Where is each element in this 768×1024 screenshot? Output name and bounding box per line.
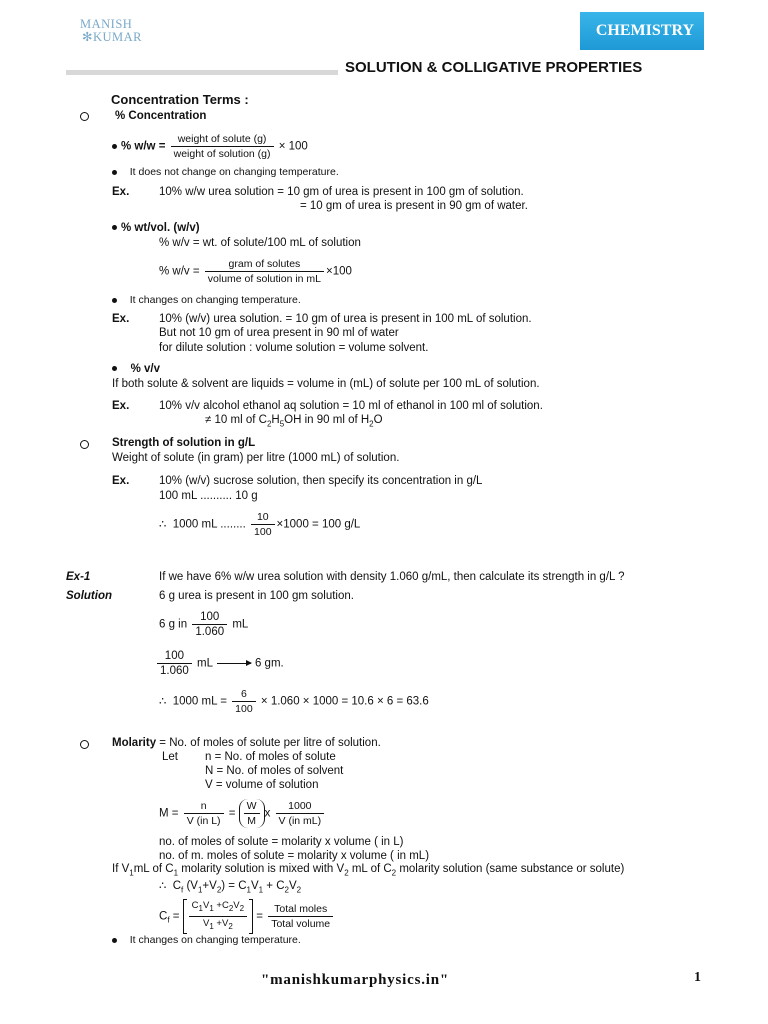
wv-multiplier: ×100 bbox=[326, 265, 352, 278]
molarity-paren bbox=[239, 799, 265, 828]
subject-label: CHEMISTRY bbox=[595, 22, 694, 39]
footer-website[interactable]: "manishkumarphysics.in" bbox=[261, 972, 450, 988]
molarity-formula: M = $\frac{n}{\text{V (in L)}}$ = $\frac{W}{M}$ x $\frac{1000}{\text{V (in mL)}}$ bbox=[159, 799, 326, 828]
ww-example-2: = 10 gm of urea is present in 90 gm of water. bbox=[300, 200, 528, 212]
bullet-icon bbox=[112, 938, 117, 943]
mixing-line: If $V_1mL$ of $C_1$ molarity solution is mixed with $V_2$ mL of $C_2$ molarity solution (same substance or solute) bbox=[112, 863, 625, 878]
cf-fraction-1: $\frac{C_1V_1 +C_2V_2}{V_1 +V_2}$ bbox=[189, 899, 247, 934]
circle-bullet-icon bbox=[80, 440, 89, 449]
molarity-heading: Molarity bbox=[112, 737, 157, 749]
solution-line-4: ∴ 1000 mL = $\frac{6}{100}$ × 1.060 × 1000 = 10.6 × 6 = 63.6 bbox=[159, 688, 429, 715]
header-rule bbox=[66, 70, 338, 75]
moles-line-1: no. of moles of solute = molarity x volume ( in L) bbox=[159, 836, 404, 848]
molarity-fraction-2: $\frac{W}{M}$ bbox=[244, 799, 260, 828]
therefore-icon: ∴ bbox=[159, 695, 167, 708]
ww-label: % w/w = bbox=[121, 140, 166, 153]
circle-bullet-icon bbox=[80, 740, 89, 749]
strength-definition: Weight of solute (in gram) per litre (1000 mL) of solution. bbox=[112, 452, 400, 464]
circle-bullet-icon bbox=[80, 112, 89, 121]
strength-example-3: ∴ 1000 mL ........ $\frac{10}{100}$ ×1000 = 100 g/L bbox=[159, 511, 361, 538]
ww-multiplier: × 100 bbox=[278, 140, 308, 153]
vv-example-2: ≠ 10 ml of $C_2H_5OH$ in 90 ml of $H_2O$ bbox=[205, 414, 383, 429]
not-equal-icon: ≠ bbox=[205, 414, 212, 426]
solution-fraction-1: $\frac{100}{1.060}$ bbox=[192, 610, 227, 639]
percent-heading: % Concentration bbox=[115, 110, 207, 122]
wv-example-2: But not 10 gm of urea present in 90 ml of water bbox=[159, 327, 399, 339]
solution-line-1: 6 g urea is present in 100 gm solution. bbox=[159, 590, 354, 602]
vv-definition: If both solute & solvent are liquids = volume in (mL) of solute per 100 mL of solution. bbox=[112, 378, 540, 390]
bullet-icon bbox=[112, 298, 117, 303]
wv-heading: % wt/vol. (w/v) bbox=[112, 222, 200, 234]
solution-label: Solution bbox=[66, 590, 112, 602]
molarity-fraction-3: $\frac{1000}{\text{V (in mL)}}$ bbox=[276, 799, 325, 828]
solution-line-3: $\frac{100}{1.060}$ mL 6 gm. bbox=[155, 649, 284, 678]
cf-fraction-2: $\frac{\text{Total moles}}{\text{Total volume}}$ bbox=[268, 902, 333, 931]
bullet-icon bbox=[112, 366, 117, 371]
bullet-icon bbox=[112, 225, 117, 230]
ex-label: Ex. bbox=[112, 186, 130, 198]
wv-denominator: volume of solution in mL bbox=[207, 273, 322, 285]
therefore-icon: ∴ bbox=[159, 518, 167, 531]
ww-numerator: weight of solute (g) bbox=[171, 132, 274, 147]
logo-line2: ✻KUMAR bbox=[82, 30, 143, 44]
logo-line1: MANISH bbox=[80, 17, 133, 31]
cf-bracket bbox=[183, 899, 253, 934]
vv-example-1: 10% v/v alcohol ethanol aq solution = 10 ml of ethanol in 100 ml of solution. bbox=[159, 400, 543, 412]
V-definition: V = volume of solution bbox=[205, 779, 319, 791]
solution-fraction-3: $\frac{6}{100}$ bbox=[232, 687, 256, 716]
logo bbox=[80, 18, 142, 44]
page-number: 1 bbox=[694, 970, 701, 985]
ww-fraction bbox=[171, 132, 274, 161]
ww-formula bbox=[112, 132, 308, 161]
vv-heading: % v/v bbox=[112, 363, 160, 375]
ww-note: It does not change on changing temperature. bbox=[112, 166, 339, 178]
strength-heading: Strength of solution in g/L bbox=[112, 437, 256, 449]
bullet-icon bbox=[112, 144, 117, 149]
moles-line-2: no. of m. moles of solute = molarity x volume ( in mL) bbox=[159, 850, 430, 862]
solution-fraction-2: $\frac{100}{1.060}$ bbox=[157, 649, 192, 678]
molarity-fraction-1: $\frac{n}{\text{V (in L)}}$ bbox=[184, 799, 224, 828]
ww-denominator: weight of solution (g) bbox=[173, 148, 271, 160]
subject-banner bbox=[580, 12, 704, 50]
molarity-definition: Molarity = No. of moles of solute per litre of solution. bbox=[112, 737, 381, 749]
chapter-title: SOLUTION & COLLIGATIVE PROPERTIES bbox=[345, 59, 643, 76]
therefore-icon: ∴ bbox=[159, 880, 167, 892]
ex-label: Ex. bbox=[112, 313, 130, 325]
strength-example-2: 100 mL .......... 10 g bbox=[159, 490, 258, 502]
ww-example-1: 10% w/w urea solution = 10 gm of urea is present in 100 gm of solution. bbox=[159, 186, 524, 198]
N-definition: N = No. of moles of solvent bbox=[205, 765, 344, 777]
let-label: Let bbox=[162, 751, 178, 763]
solution-line-2: 6 g in $\frac{100}{1.060}$ mL bbox=[159, 611, 249, 638]
wv-definition: % w/v = wt. of solute/100 mL of solution bbox=[159, 237, 361, 249]
cf-formula: $C_f$ = $\frac{C_1V_1 +C_2V_2}{V_1 +V_2}$ = $\frac{\text{Total moles}}{\text{Total volume}}$ bbox=[159, 899, 335, 934]
arrow-right-icon bbox=[217, 663, 251, 664]
example-question: If we have 6% w/w urea solution with density 1.060 g/mL, then calculate its strength in g/L ? bbox=[159, 571, 625, 583]
wv-note: It changes on changing temperature. bbox=[112, 294, 301, 306]
strength-fraction: $\frac{10}{100}$ bbox=[251, 510, 275, 539]
bullet-icon bbox=[112, 170, 117, 175]
n-definition: n = No. of moles of solute bbox=[205, 751, 336, 763]
cf-equation: ∴ $C_f$ $(V_1+V_2) = C_1V_1 + C_2V_2$ bbox=[159, 880, 302, 895]
wv-fraction bbox=[205, 257, 324, 286]
section-heading: Concentration Terms : bbox=[111, 92, 249, 107]
ex-label: Ex. bbox=[112, 400, 130, 412]
wv-example-1: 10% (w/v) urea solution. = 10 gm of urea is present in 100 mL of solution. bbox=[159, 313, 532, 325]
molarity-note: It changes on changing temperature. bbox=[112, 934, 301, 946]
wv-numerator: gram of solutes bbox=[205, 257, 324, 272]
wv-formula bbox=[159, 257, 352, 286]
ex-label: Ex. bbox=[112, 475, 130, 487]
wv-label: % w/v = bbox=[159, 265, 200, 278]
wv-example-3: for dilute solution : volume solution = volume solvent. bbox=[159, 342, 429, 354]
strength-example-1: 10% (w/v) sucrose solution, then specify its concentration in g/L bbox=[159, 475, 483, 487]
example-label: Ex-1 bbox=[66, 571, 91, 583]
